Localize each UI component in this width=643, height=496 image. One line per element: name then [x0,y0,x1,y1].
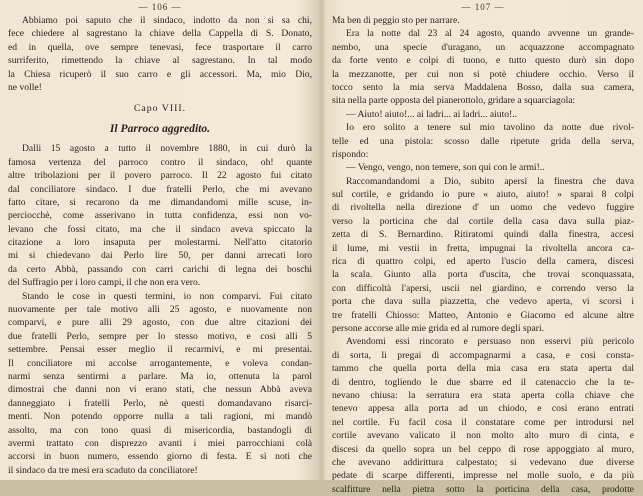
chapter-title: Il Parroco aggredito. [109,122,211,136]
text-line: Raccomandandomi a Dio, subito apersi la finestra che dava [346,175,634,187]
text-line: fece chiedere al sagrestano la chiave della Cappella di S. Donato, [8,28,312,40]
text-line: citazione a loro insaputa per molestarmi. Nell'atto citatorio [8,237,312,249]
left-page [8,0,312,480]
book-gutter [318,0,326,480]
left-page-body [8,14,312,477]
text-line: del Suffragio per i loro campi, il che non era vero. [8,277,201,289]
text-line: comparvi, e pure alli 29 agosto, con due altre citazioni dei [8,317,312,329]
text-line: da forte vento e colpi di tuono, e tutto questo durò sin dopo [332,55,634,67]
right-page [332,0,634,495]
text-line: avermi trattato con disprezzo avanti i miei parrocchiani colà [8,437,312,449]
paragraph-2-left [8,290,312,477]
text-line: telle ed una pistola: scosso dalle ripetute grida della serva, [332,135,634,147]
text-line: porta che dava sulla piazzetta, che vedevo aperta, vi scorsi i [332,296,634,308]
text-line: nevano chiusa: la serratura era stata aperta colla chiave che [332,389,634,401]
text-line: narmi senza sentirmi a parlare. Ma io, ottenuta la parol [8,370,312,382]
text-line: di sorta, li pregai di accompagnarmi a casa, e così consta- [332,349,634,361]
text-line: Io ero solito a tenere sul mio tavolino da notte due rivol- [346,122,634,134]
chapter-heading: Capo VIII. [133,103,187,115]
text-line: perciocchè, come asserivano in tutta confidenza, essi non vo- [8,210,312,222]
text-line: Dalli 15 agosto a tutto il novembre 1880, in cui durò la [22,143,312,155]
text-line: discesi da quello sopra un bel ceppo di rose appoggiato al muro, [332,443,634,455]
text-line: di dentro, togliendo le due sbarre ed il catenaccio che la te- [332,376,634,388]
text-line: mi si chiedevano dai Perlo lire 50, per danni arrecati loro [8,250,312,262]
text-line: nel cortile. Fu facil cosa il constatare come per introdursi nel [332,416,634,428]
text-line: di rivoltella nella direzione d' un uomo che vedevo fuggire [332,202,634,214]
text-line: settembre. Pensai esser meglio il recarmivi, e mi presentai. [8,344,312,356]
text-line: ed in quella, ove sempre tenevasi, fece trasportare il carro [8,41,312,53]
right-page-body [332,14,634,496]
text-line: Avendomi essi rincorato e persuaso non esservi più pericolo [346,336,634,348]
text-line: rispondo: [332,148,369,160]
text-line: famosa vertenza del parroco contro il sindaco, oh! quante [8,156,312,168]
text-line: rica di quattro colpi, ed aperto l'uscio della camera, discesi [332,256,634,268]
text-line: nembo, una specie d'uragano, un acquazzone accompagnato [332,41,634,53]
text-line: zetta di S. Bernardino. Ritiratomi quindi dalla finestra, accesi [332,229,634,241]
text-line: sul cortile, e gridando io pure « aiuto, aiuto! » sparai 8 colpi [332,189,634,201]
paragraph-1-left [8,142,312,289]
text-line: cortile avevano valicato il non molto alto muro di cinta, e [332,430,634,442]
text-line: tammo che quella porta della mia casa era stata aperta dal [332,363,634,375]
text-line: accorsi in buon numero, essendo giorno di festa. E sì noti che [8,451,312,463]
paragraph-top-right [332,14,634,27]
text-line: la Chiesa ricuperò il suo carro e gli accessori. Ma, mio Dio, [8,68,312,80]
text-line: Abbiamo poi saputo che il sindaco, indotto da non si sa chi, [22,15,312,26]
text-line: il sindaco da tre mesi era scaduto da conciliatore! [8,464,198,476]
text-line: Era la notte dal 23 al 24 agosto, quando avvenne un grande- [346,28,634,40]
text-line: da certo Abbà, passando con carri carichi di legna dei boschi [8,263,312,275]
text-line: danneggiato i fratelli Perlo, nè questi domandavano risarci- [8,397,312,409]
text-line: Ma ben di peggio sto per narrare. [332,15,460,26]
page-number-left: — 106 — [138,2,182,12]
text-line: il lume, mi vestii in fretta, impugnai la rivoltella ancora ca- [332,242,634,254]
text-line: Il conciliatore mi accolse arrogantemente, e voleva condan- [8,357,312,369]
text-line: pedate di scarpe differenti, impresse nel molle suolo, e da più [332,470,634,482]
paragraph-2-right [332,335,634,496]
text-line: assolto, ma con tono quasi di misericordia, bastandogli di [8,424,312,436]
dialogue-line: — Vengo, vengo, non temere, son qui con le armi!.. [346,162,545,174]
text-line: sita nella parte opposta del pianerottolo, gridare a squarciagola: [332,95,576,107]
text-line: tenevo appesa alla porta ad un chiodo, e così erano entrati [332,403,634,415]
text-line: fatto citare, si recarono da me dimandandomi mille scuse, in- [8,196,312,208]
text-line: dimostrai che danni non vi erano stati, che nessun Abbà aveva [8,384,312,396]
text-line: Stando le cose in questi termini, io non comparvi. Fui citato [22,290,312,302]
paragraph-1-right [332,27,634,335]
text-line: persone accorse alle mie grida ed al rumore degli spari. [332,322,545,334]
text-line: verso la porticina che dal cortile della casa dava sulla piaz- [332,215,634,227]
text-line: la scala. Giunto alla porta d'uscita, che trovai sconquassata, [332,269,634,281]
text-line: due fratelli Perlo, sempre per lo stesso motivo, e così alli 5 [8,330,312,342]
text-line: nuovamente per tale motivo alli 25 agosto, e nuovamente non [8,304,312,316]
text-line: tre fratelli Chiosso: Matteo, Antonio e Giacomo ed alcune altre [332,309,634,321]
text-line: scalfitture nella pietra sotto la porticina della casa, prodotte [332,483,634,495]
text-line: tocco sento la mia serva Maddalena Bosso, dalla sua camera, [332,81,634,93]
text-line: levano che fossi citato, ma che il sindaco aveva spiccato la [8,223,312,235]
text-line: dal conciliatore sindaco. I due fratelli Perlo, che mi avevano [8,183,312,195]
text-line: con difficoltà l'apersi, uscii nel giardino, e correndo verso la [332,282,634,294]
paragraph-top-left [8,14,312,94]
dialogue-line: — Aiuto! aiuto!... ai ladri... ai ladri... aiuto!.. [346,108,518,120]
text-line: altre tribolazioni per il povero parroco. Il 22 agosto fui citato [8,170,312,182]
text-line: la mezzanotte, per cui non si potè chiudere occhio. Verso il [332,68,634,80]
text-line: ne volle! [8,81,42,93]
text-line: menti. Non potendo opporre nulla a tali ragioni, mi mandò [8,411,312,423]
text-line: che avevano addirittura calpestato; si vedevano due diverse [332,456,634,468]
page-number-right: — 107 — [461,2,505,12]
text-line: surriferito, rimettendo la chiave al sagrestano. In tal modo [8,55,312,67]
